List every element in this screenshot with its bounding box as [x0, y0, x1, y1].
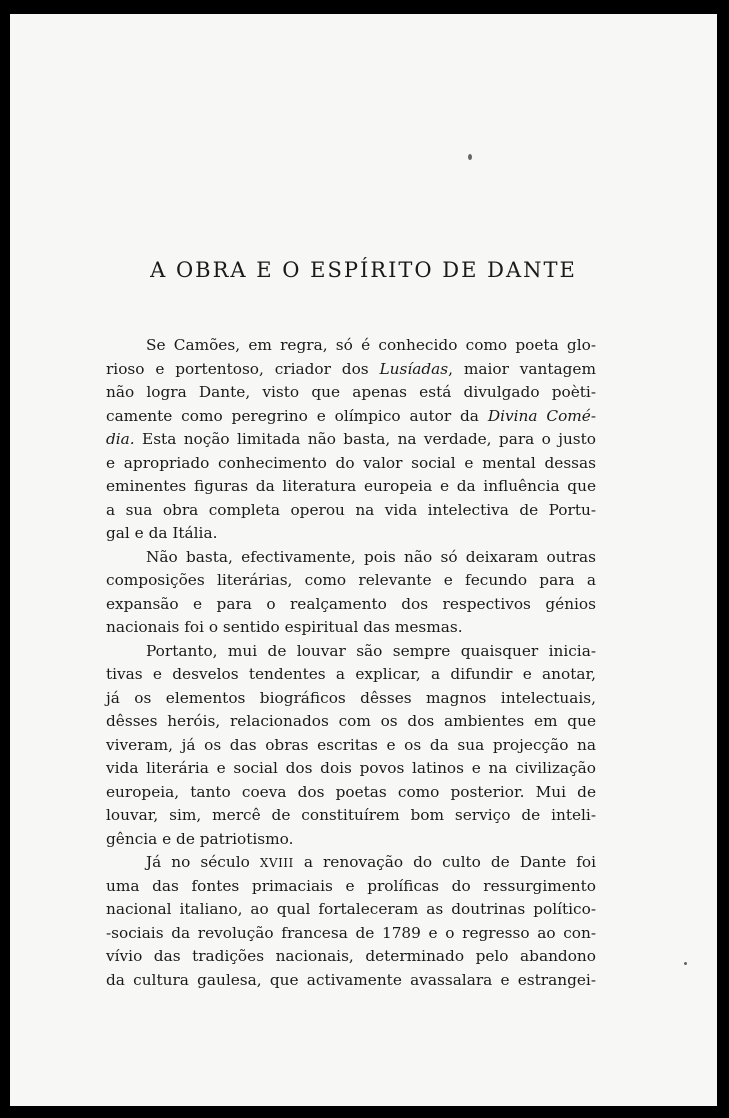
text-line: eminentes figuras da literatura europeia e da influência que — [106, 477, 596, 495]
text-line: a sua obra completa operou na vida intelectiva de Portu- — [106, 500, 596, 519]
text-line: dêsses heróis, relacionados com os dos ambientes em que — [106, 712, 596, 730]
text-line: -sociais da revolução francesa de 1789 e o regresso ao con- — [106, 923, 596, 942]
text-line: gência e de patriotismo. — [106, 829, 294, 848]
text-line: tivas e desvelos tendentes a explicar, a difundir e anotar, — [106, 665, 596, 683]
text-line: Portanto, mui de louvar são sempre quaisquer inicia- — [146, 641, 596, 660]
book-page — [10, 14, 717, 1106]
paper-speck — [684, 962, 687, 965]
body-text — [106, 334, 596, 992]
text-line: Não basta, efectivamente, pois não só deixaram outras — [146, 547, 596, 566]
paragraph — [106, 640, 596, 852]
text-line: Se Camões, em regra, só é conhecido como poeta glo- — [146, 336, 596, 354]
text-line: expansão e para o realçamento dos respectivos génios — [106, 594, 596, 613]
paragraph — [106, 334, 596, 546]
text-line: não logra Dante, visto que apenas está divulgado poèti- — [106, 383, 596, 401]
text-line: nacional italiano, ao qual fortaleceram as doutrinas político- — [106, 900, 596, 918]
text-line: dia. Esta noção limitada não basta, na verdade, para o justo — [106, 430, 597, 448]
text-line: e apropriado conhecimento do valor social e mental dessas — [106, 453, 596, 472]
text-line: viveram, já os das obras escritas e os da sua projecção na — [106, 735, 596, 754]
text-line: Já no século XVIII a renovação do culto de Dante foi — [146, 853, 596, 871]
text-line: nacionais foi o sentido espiritual das mesmas. — [106, 618, 463, 636]
text-line: louvar, sim, mercê de constituírem bom serviço de inteli- — [106, 806, 596, 824]
text-line: composições literárias, como relevante e fecundo para a — [106, 571, 596, 589]
chapter-title: A OBRA E O ESPÍRITO DE DANTE — [150, 258, 577, 282]
text-line: uma das fontes primaciais e prolíficas do ressurgimento — [106, 876, 596, 895]
paper-speck — [468, 154, 472, 160]
text-line: vívio das tradições nacionais, determinado pelo abandono — [106, 947, 596, 965]
text-line: já os elementos biográficos dêsses magnos intelectuais, — [106, 688, 596, 707]
paragraph — [106, 546, 596, 640]
text-line: europeia, tanto coeva dos poetas como posterior. Mui de — [106, 782, 596, 801]
text-line: vida literária e social dos dois povos latinos e na civilização — [106, 759, 596, 777]
paragraph — [106, 851, 596, 992]
text-line: rioso e portentoso, criador dos Lusíadas, maior vantagem — [106, 359, 596, 378]
text-line: gal e da Itália. — [106, 524, 218, 542]
text-line: da cultura gaulesa, que activamente avassalara e estrangei- — [106, 970, 596, 989]
text-line: camente como peregrino e olímpico autor da Divina Comé- — [106, 406, 596, 425]
